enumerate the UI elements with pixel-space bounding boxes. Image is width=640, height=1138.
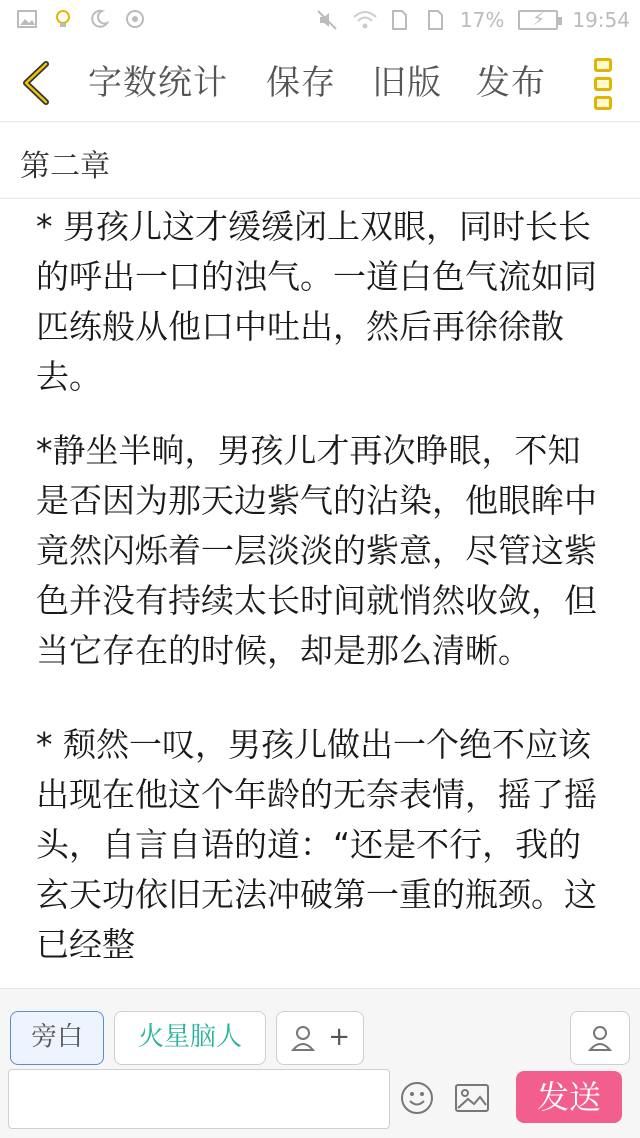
action-bar xyxy=(0,44,640,122)
chapter-title-bar[interactable] xyxy=(0,123,640,199)
clock: 19:54 xyxy=(572,8,630,32)
user-list-button[interactable] xyxy=(570,1011,630,1065)
send-button[interactable]: 发送 xyxy=(516,1071,622,1123)
chapter-title: 第二章 xyxy=(20,149,110,184)
mute-icon xyxy=(316,9,338,31)
paragraph: *静坐半晌，男孩儿才再次睁眼，不知是否因为那天边紫气的沾染，他眼眸中竟然闪烁着一层淡淡的紫意，尽管这紫色并没有持续太长时间就悄然收敛，但当它存在的时候，却是那么清晰。 xyxy=(36,431,597,670)
user-icon xyxy=(290,1023,320,1053)
publish-button[interactable]: 发布 xyxy=(476,63,546,103)
moon-icon xyxy=(88,8,110,30)
add-character-button[interactable] xyxy=(276,1011,364,1065)
bystander-chip[interactable]: 旁白 xyxy=(10,1011,104,1065)
user-icon xyxy=(585,1023,615,1053)
emoji-icon[interactable] xyxy=(400,1081,434,1115)
chevron-left-icon xyxy=(14,58,60,108)
bulb-icon xyxy=(52,8,74,30)
sim-icon xyxy=(424,9,446,31)
character-chip[interactable]: 火星脑人 xyxy=(114,1011,266,1065)
battery-percent: 17% xyxy=(459,8,505,32)
save-button[interactable]: 保存 xyxy=(266,63,336,103)
paragraph: * 男孩儿这才缓缓闭上双眼，同时长长的呼出一口的浊气。一道白色气流如同匹练般从他口中吐出，然后再徐徐散去。 xyxy=(36,207,597,396)
notification-icon xyxy=(124,8,146,30)
more-menu-icon[interactable] xyxy=(594,58,614,110)
chapter-content[interactable] xyxy=(0,200,640,988)
add-label: + xyxy=(328,1022,351,1052)
sim-icon xyxy=(388,9,410,31)
old-version-button[interactable]: 旧版 xyxy=(372,63,442,103)
status-bar xyxy=(0,0,640,44)
message-input[interactable] xyxy=(8,1069,390,1129)
battery-icon: ⚡ xyxy=(518,10,558,30)
wifi-icon xyxy=(352,9,374,31)
bottom-input-bar xyxy=(0,988,640,1138)
word-count-button[interactable]: 字数统计 xyxy=(88,63,228,103)
image-icon xyxy=(16,8,38,30)
image-picker-icon[interactable] xyxy=(454,1081,490,1115)
paragraph: * 颓然一叹，男孩儿做出一个绝不应该出现在他这个年龄的无奈表情，摇了摇头，自言自语的道：“还是不行，我的玄天功依旧无法冲破第一重的瓶颈。这已经整 xyxy=(36,725,597,964)
back-button[interactable] xyxy=(14,58,60,108)
